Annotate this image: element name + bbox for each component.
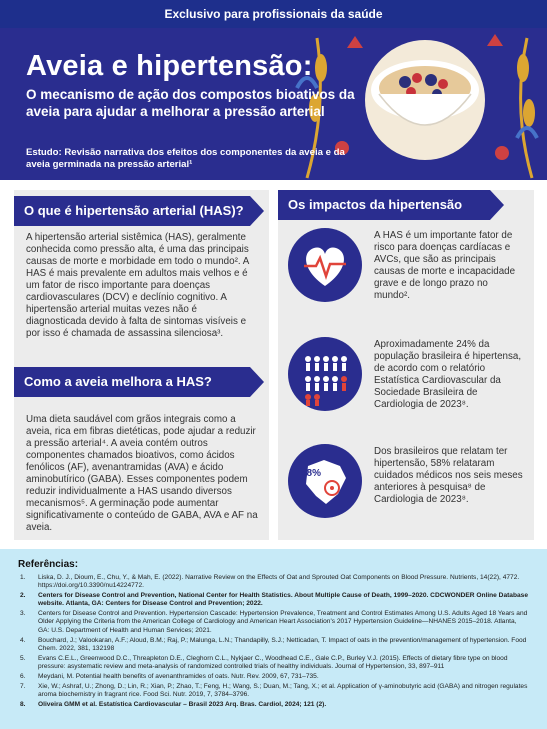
people-group-icon bbox=[288, 337, 362, 411]
page-subtitle: O mecanismo de ação dos compostos bioativos da aveia para ajudar a melhorar a pressão arterial bbox=[26, 87, 355, 119]
heart-pulse-icon bbox=[288, 228, 362, 302]
section-title-what-is-has: O que é hipertensão arterial (HAS)? bbox=[14, 196, 250, 226]
impact-text: Dos brasileiros que relatam ter hipertensão, 58% relataram cuidados médicos nos seis meses anteriores à pesquisa⁸ de Cardiologia de 2023⁸. bbox=[374, 446, 523, 505]
percentage-badge: 58% bbox=[301, 468, 322, 479]
impact-item bbox=[288, 337, 528, 413]
reference-item: 6. Meydani, M. Potential health benefits of avenanthramides of oats. Nutr. Rev. 2009, 67, 731–735. bbox=[20, 673, 319, 681]
reference-item: 2. Centers for Disease Control and Prevention, National Center for Health Statistics. About Multiple Cause of Death, 1999–2020. CDCWONDER Online Database website. Atlanta, GA: Centers for Disease Control and Prevention; 2022. bbox=[20, 592, 528, 608]
reference-item: 1. Liska, D. J., Dioum, E., Chu, Y., & Mah, E. (2022). Narrative Review on the Effects of Oat and Sprouted Oat Components on Blood Pressure. Nutrients, 14(22), 4772. https://doi.org/10.3390/nu14224772. bbox=[20, 574, 520, 590]
reference-item: 4. Bouchard, J.; Valookaran, A.F.; Aloud, B.M.; Raj, P.; Malunga, L.N.; Thandapilly, S.J.; Netticadan, T. Impact of oats in the prevention/management of hypertension. Food Chem. 2022, 381, 132198 bbox=[20, 636, 527, 652]
page-title: Aveia e hipertensão: bbox=[26, 50, 313, 82]
impact-item bbox=[288, 444, 528, 520]
references-title: Referências: bbox=[18, 559, 79, 570]
reference-item: 7. Xie, W.; Ashraf, U.; Zhong, D.; Lin, R.; Xian, P.; Zhao, T.; Feng, H.; Wang, S.; Duan, M.; Tang, X.; et al. Application of γ-aminobutyric acid (GABA) and nitrogen regulates aroma biochemistry in fragrant rice. Food Sci. Nutr. 2019, 7, 3784–3796. bbox=[20, 683, 528, 699]
section-title-how-oat-helps: Como a aveia melhora a HAS? bbox=[14, 367, 250, 397]
references-section bbox=[0, 549, 547, 729]
study-reference: Estudo: Revisão narrativa dos efeitos dos componentes da aveia e da aveia germinada na pressão arterial¹ bbox=[26, 147, 345, 170]
audience-banner: Exclusivo para profissionais da saúde bbox=[0, 0, 547, 28]
reference-item: 8. Oliveira GMM et al. Estatística Cardiovascular – Brasil 2023 Arq. Bras. Cardiol, 2024; 121 (2). bbox=[20, 701, 327, 709]
hero-section bbox=[0, 28, 547, 180]
impact-item bbox=[288, 228, 528, 304]
section-title-impacts: Os impactos da hipertensão bbox=[278, 190, 490, 220]
how-oat-helps-text: Uma dieta saudável com grãos integrais como a aveia, rica em fibras dietéticas, pode ajudar a reduzir a pressão arterial⁴. A aveia contém outros componentes chamados bioativos, como ácidos fenólicos (AF), avenantramidas (AVA) e ácido aminobutírico (GABA). Esses componentes podem reduzir individualmente a HAS usando diversos mecanismos⁵. A germinação pode aumentar significativamente o conteúdo de GABA, AVA e AF na aveia. bbox=[26, 414, 258, 533]
reference-item: 3. Centers for Disease Control and Prevention. Hypertension Cascade: Hypertension Prevalence, Treatment and Control Estimates Among U.S. Adults Aged 18 Years and Older Applying the Criteria from the American College of Cardiology and American Heart Association's 2017 Hypertension Guideline—NHANES 2015–2018. Atlanta, GA: U.S. Department of Health and Human Services; 2021. bbox=[20, 610, 528, 634]
impact-text: A HAS é um importante fator de risco para doenças cardíacas e AVCs, que são as principais causas de morte e incapacidade grave e de longo prazo no mundo². bbox=[374, 230, 516, 301]
what-is-has-text: A hipertensão arterial sistêmica (HAS), geralmente conhecida como pressão alta, é uma das principais causas de morte e morbidade em todo o mundo². A HAS é mais prevalente em adultos mais velhos e é um fator de risco importante para doenças cardiovasculares (DCV) e declínio cognitivo. A hipertensão arterial muitas vezes não é diagnosticada devido à falta de sintomas visíveis e por isso é chamada de assassina silenciosa³. bbox=[26, 232, 249, 339]
brazil-map-icon bbox=[288, 444, 362, 518]
reference-item: 5. Evans C.E.L., Greenwood D.C., Threapleton D.E., Cleghorn C.L., Nykjaer C., Woodhead C.E., Gale C.P., Burley V.J. (2015). Effects of dietary fibre type on blood pressure: asystematic review and meta-analysis of randomized controlled trials of healthy individuals. Journal of Hypertension, 33, 897–911 bbox=[20, 654, 508, 670]
impact-text: Aproximadamente 24% da população brasileira é hipertensa, de acordo com o relatório Estatística Cardiovascular da Sociedade Brasileira de Cardiologia de 2023⁸. bbox=[374, 339, 522, 410]
